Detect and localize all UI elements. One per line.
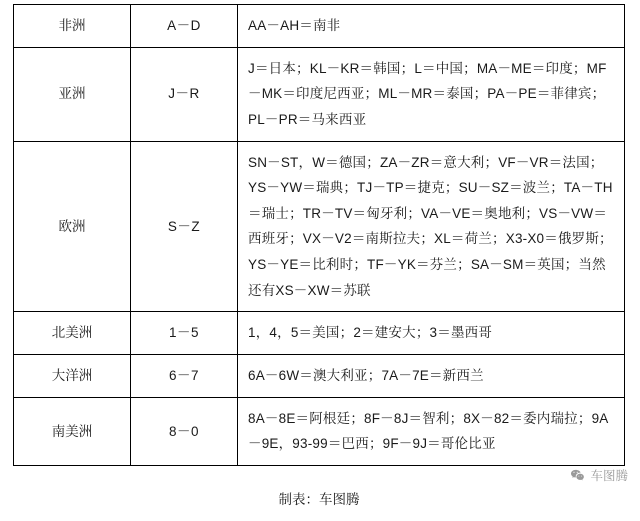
region-cell: 亚洲: [14, 47, 131, 141]
watermark-badge: [570, 466, 628, 484]
detail-cell: SN－ST，W＝德国；ZA－ZR＝意大利；VF－VR＝法国；YS－YW＝瑞典；TJ－TP＝捷克；SU－SZ＝波兰；TA－TH＝瑞士；TR－TV＝匈牙利；VA－VE＝奥地利；VS－VW＝西班牙；VX－V2＝南斯拉夫；XL＝荷兰；X3-X0＝俄罗斯；YS－YE＝比利时；TF－YK＝芬兰；SA－SM＝英国；当然还有XS－XW＝苏联: [238, 141, 625, 312]
region-cell: 北美洲: [14, 312, 131, 355]
detail-cell: 1，4，5＝美国；2＝建安大；3＝墨西哥: [238, 312, 625, 355]
detail-cell: AA－AH＝南非: [238, 5, 625, 48]
code-cell: 6－7: [131, 355, 238, 398]
region-cell: 南美洲: [14, 397, 131, 465]
code-cell: 8－0: [131, 397, 238, 465]
detail-cell: 8A－8E＝阿根廷；8F－8J＝智利；8X－82＝委内瑞拉；9A－9E，93-99＝巴西；9F－9J＝哥伦比亚: [238, 397, 625, 465]
table-row: [14, 141, 625, 312]
code-cell: J－R: [131, 47, 238, 141]
table-row: [14, 312, 625, 355]
table-row: [14, 397, 625, 465]
region-cell: 非洲: [14, 5, 131, 48]
vin-region-table: [13, 4, 625, 466]
region-cell: 大洋洲: [14, 355, 131, 398]
table-row: [14, 5, 625, 48]
code-cell: 1－5: [131, 312, 238, 355]
table-credit: 制表：车图腾: [278, 491, 360, 507]
table-row: [14, 47, 625, 141]
detail-cell: J＝日本；KL－KR＝韩国；L＝中国；MA－ME＝印度；MF－MK＝印度尼西亚；ML－MR＝泰国；PA－PE＝菲律宾；PL－PR＝马来西亚: [238, 47, 625, 141]
document-page: [0, 4, 640, 521]
detail-cell: 6A－6W＝澳大利亚；7A－7E＝新西兰: [238, 355, 625, 398]
watermark-label: 车图腾: [590, 469, 628, 483]
code-cell: A－D: [131, 5, 238, 48]
table-row: [14, 355, 625, 398]
region-cell: 欧洲: [14, 141, 131, 312]
code-cell: S－Z: [131, 141, 238, 312]
table-body: [14, 5, 625, 466]
wechat-icon: [570, 468, 585, 483]
